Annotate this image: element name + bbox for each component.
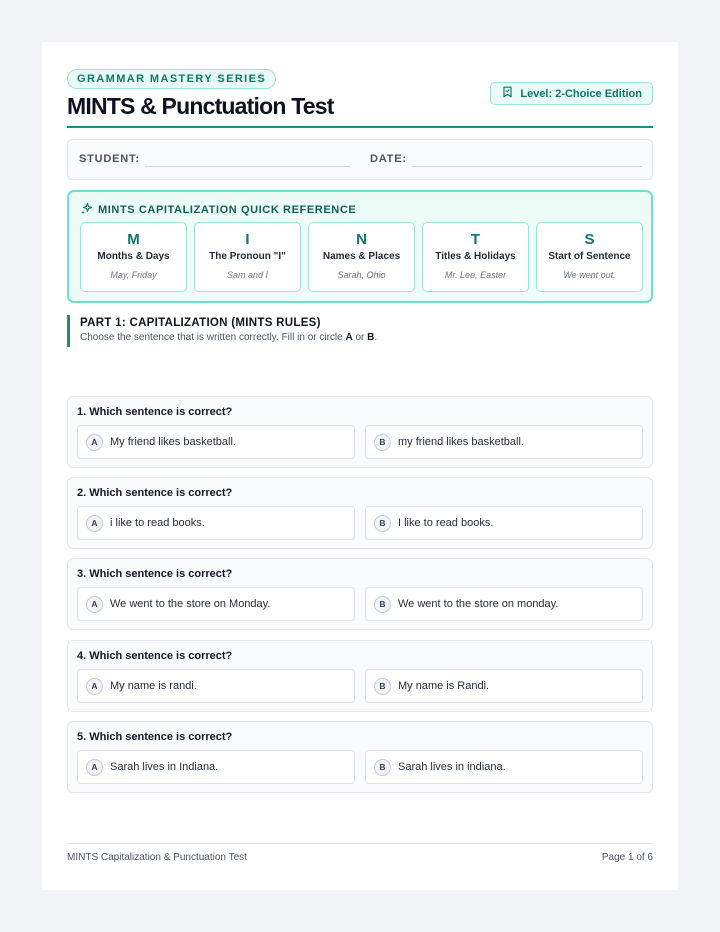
option-a-text: My name is randi. <box>110 680 197 692</box>
option-a[interactable] <box>77 669 355 703</box>
option-b-text: My name is Randi. <box>398 680 490 692</box>
date-line[interactable] <box>412 166 642 167</box>
card-letter: N <box>356 231 367 248</box>
card-name: The Pronoun "I" <box>209 251 286 262</box>
option-a-bubble[interactable]: A <box>86 678 103 695</box>
page-title: MINTS & Punctuation Test <box>67 93 334 119</box>
option-b-bubble[interactable]: B <box>374 596 391 613</box>
question-card <box>67 396 653 468</box>
card-example: Sarah, Ohio <box>337 270 386 280</box>
option-a-text: i like to read books. <box>110 517 205 529</box>
level-badge <box>490 82 653 105</box>
instructions-or: or <box>352 332 368 343</box>
instructions-option-b: B <box>367 332 375 343</box>
card-name: Titles & Holidays <box>435 251 516 262</box>
part1-instructions <box>80 331 653 344</box>
part1-header <box>67 315 653 347</box>
card-example: We went out. <box>563 270 616 280</box>
card-example: Mr. Lee, Easter <box>444 270 507 280</box>
reference-card-s <box>536 222 643 292</box>
card-name: Months & Days <box>97 251 170 262</box>
instructions-end: . <box>374 332 378 343</box>
option-a-bubble[interactable]: A <box>86 596 103 613</box>
student-info-box <box>67 139 653 180</box>
option-b-text: I like to read books. <box>398 517 494 529</box>
reference-card-i <box>194 222 301 292</box>
option-a-text: We went to the store on Monday. <box>110 598 271 610</box>
option-a[interactable] <box>77 750 355 784</box>
option-a[interactable] <box>77 425 355 459</box>
page-footer <box>67 843 653 863</box>
option-b[interactable] <box>365 506 643 540</box>
option-b-bubble[interactable]: B <box>374 515 391 532</box>
option-a-text: Sarah lives in Indiana. <box>110 761 219 773</box>
question-prompt: 3. Which sentence is correct? <box>77 568 233 580</box>
card-letter: S <box>584 231 595 248</box>
card-example: May, Friday <box>110 270 157 280</box>
reference-card-t <box>422 222 529 292</box>
part1-title: PART 1: CAPITALIZATION (MINTS RULES) <box>80 317 321 329</box>
option-a-bubble[interactable]: A <box>86 515 103 532</box>
reference-title: MINTS CAPITALIZATION QUICK REFERENCE <box>98 204 357 216</box>
instructions-text: Choose the sentence that is written correctly. Fill in or circle <box>80 332 346 343</box>
option-a[interactable] <box>77 587 355 621</box>
bookmark-icon <box>502 86 513 101</box>
question-card <box>67 721 653 793</box>
question-card <box>67 477 653 549</box>
reference-card-n <box>308 222 415 292</box>
question-prompt: 4. Which sentence is correct? <box>77 650 233 662</box>
question-card <box>67 640 653 712</box>
option-a-bubble[interactable]: A <box>86 434 103 451</box>
series-badge: GRAMMAR MASTERY SERIES <box>67 69 276 89</box>
option-b[interactable] <box>365 587 643 621</box>
option-a[interactable] <box>77 506 355 540</box>
option-a-bubble[interactable]: A <box>86 759 103 776</box>
option-b[interactable] <box>365 425 643 459</box>
date-label: DATE: <box>370 153 407 165</box>
header-divider <box>67 126 653 128</box>
student-label: STUDENT: <box>79 153 140 165</box>
card-letter: M <box>127 231 140 248</box>
option-b[interactable] <box>365 750 643 784</box>
sparkle-icon <box>80 202 93 218</box>
option-b-bubble[interactable]: B <box>374 678 391 695</box>
card-letter: T <box>470 231 481 248</box>
option-b-text: We went to the store on monday. <box>398 598 559 610</box>
option-b-text: my friend likes basketball. <box>398 436 524 448</box>
question-prompt: 1. Which sentence is correct? <box>77 406 233 418</box>
option-b-text: Sarah lives in indiana. <box>398 761 506 773</box>
worksheet-page <box>42 42 678 890</box>
level-text: Level: 2-Choice Edition <box>520 87 642 100</box>
mints-reference-box <box>67 190 653 303</box>
option-a-text: My friend likes basketball. <box>110 436 236 448</box>
card-example: Sam and I <box>226 270 269 280</box>
option-b[interactable] <box>365 669 643 703</box>
footer-title: MINTS Capitalization & Punctuation Test <box>67 852 247 863</box>
card-name: Start of Sentence <box>548 251 631 262</box>
reference-cards <box>80 222 643 292</box>
instructions-option-a: A <box>345 332 353 343</box>
card-letter: I <box>245 231 250 248</box>
student-name-line[interactable] <box>145 166 350 167</box>
option-b-bubble[interactable]: B <box>374 434 391 451</box>
option-b-bubble[interactable]: B <box>374 759 391 776</box>
worksheet-content <box>67 69 653 347</box>
question-prompt: 5. Which sentence is correct? <box>77 731 233 743</box>
page-number: Page 1 of 6 <box>601 852 653 863</box>
card-name: Names & Places <box>322 251 401 262</box>
question-card <box>67 558 653 630</box>
question-prompt: 2. Which sentence is correct? <box>77 487 233 499</box>
reference-heading <box>80 202 356 218</box>
reference-card-m <box>80 222 187 292</box>
